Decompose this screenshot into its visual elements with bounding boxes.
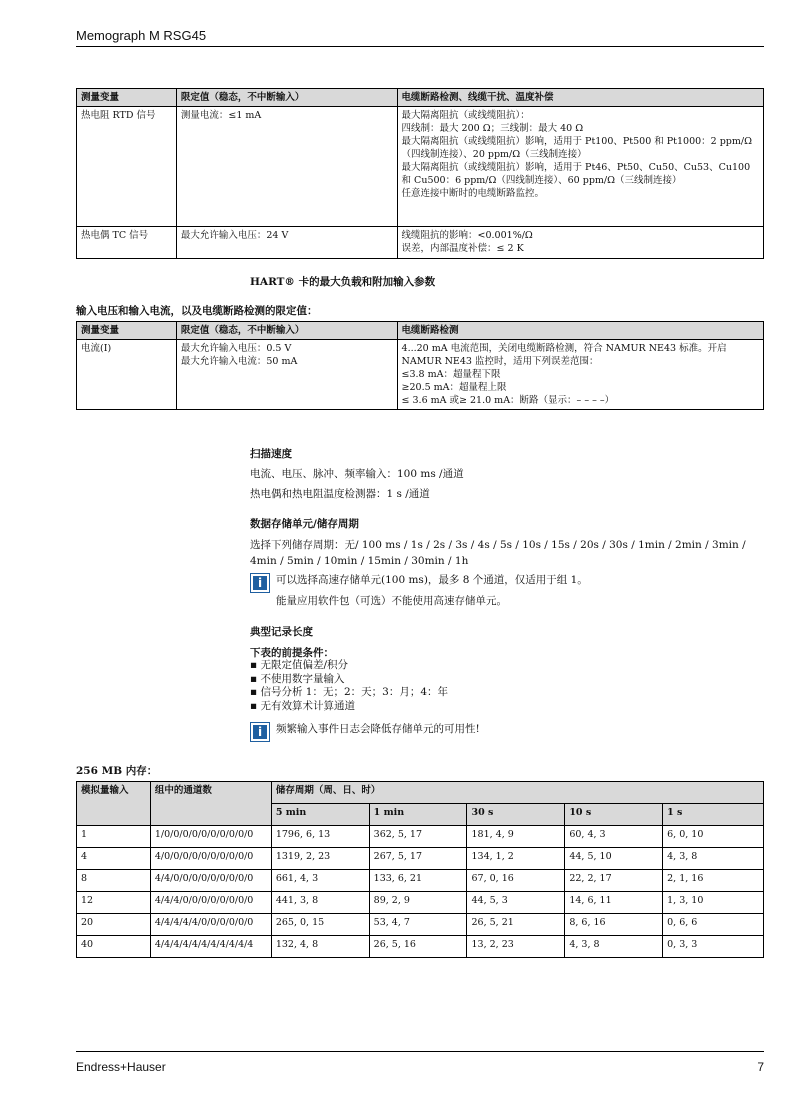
table-cell: 265, 0, 15	[271, 914, 369, 936]
table-cell: 40	[77, 936, 151, 958]
table-row	[77, 227, 764, 259]
table-cell: 0, 3, 3	[663, 936, 764, 958]
list-item: ▪ 无限定值偏差/积分	[250, 659, 448, 673]
table-cell: 8	[77, 870, 151, 892]
table2-header-measured: 测量变量	[77, 322, 177, 340]
table-cell: 661, 4, 3	[271, 870, 369, 892]
table3-sub-30s: 30 s	[467, 804, 565, 826]
table3-header-period: 储存周期（周、日、时）	[271, 782, 763, 804]
table-cell: 电流(I)	[77, 340, 177, 410]
list-item: ▪ 不使用数字量输入	[250, 673, 448, 687]
table-cell: 44, 5, 3	[467, 892, 565, 914]
hart-heading: HART® 卡的最大负载和附加输入参数	[250, 276, 436, 288]
table-cell: 1, 3, 10	[663, 892, 764, 914]
table3-header-channels: 组中的通道数	[150, 782, 271, 826]
table-cell: 4/4/4/0/0/0/0/0/0/0/0	[150, 892, 271, 914]
table2-header-detection: 电缆断路检测	[397, 322, 763, 340]
table1-header-limit: 限定值（稳态，不中断输入）	[176, 89, 397, 107]
record-subheading: 下表的前提条件：	[250, 647, 334, 659]
storage-heading: 数据存储单元/储存周期	[250, 518, 359, 530]
table-row	[77, 914, 764, 936]
table-cell: 53, 4, 7	[369, 914, 467, 936]
table-cell: 441, 3, 8	[271, 892, 369, 914]
table-cell: 4, 3, 8	[565, 936, 663, 958]
table-row	[77, 848, 764, 870]
info-icon: i	[250, 573, 270, 593]
table-cell: 132, 4, 8	[271, 936, 369, 958]
record-note: 频繁输入事件日志会降低存储单元的可用性!	[276, 723, 480, 735]
storage-note1: 可以选择高速存储单元(100 ms)，最多 8 个通道，仅适用于组 1。	[276, 574, 588, 586]
conditions-list	[250, 659, 448, 713]
list-item: ▪ 信号分析 1：无；2：天；3：月；4：年	[250, 686, 448, 700]
table-row	[77, 892, 764, 914]
table-cell: 线缆阻抗的影响：<0.001%/Ω 误差，内部温度补偿：≤ 2 K	[397, 227, 763, 259]
table-cell: 1	[77, 826, 151, 848]
table-cell: 4/4/4/4/4/4/4/4/4/4/4	[150, 936, 271, 958]
header-rule	[76, 46, 764, 47]
record-length-table	[76, 781, 764, 958]
table-cell: 22, 2, 17	[565, 870, 663, 892]
table-cell: 6, 0, 10	[663, 826, 764, 848]
table-cell: 134, 1, 2	[467, 848, 565, 870]
storage-text: 选择下列储存周期：无/ 100 ms / 1s / 2s / 3s / 4s / 5s / 10s / 15s / 20s / 30s / 1min / 2min / 3min / 4min / 5min / 10min / 15min / 30min / 1h	[250, 539, 746, 567]
table-cell: 44, 5, 10	[565, 848, 663, 870]
table-cell: 最大允许输入电压：24 V	[176, 227, 397, 259]
footer-brand: Endress+Hauser	[76, 1060, 166, 1074]
info-icon: i	[250, 722, 270, 742]
table-cell: 2, 1, 16	[663, 870, 764, 892]
table-cell: 热电阻 RTD 信号	[77, 107, 177, 227]
table-cell: 4, 3, 8	[663, 848, 764, 870]
table3-sub-10s: 10 s	[565, 804, 663, 826]
table-cell: 20	[77, 914, 151, 936]
table-cell: 14, 6, 11	[565, 892, 663, 914]
table-cell: 最大隔离阻抗（或线缆阻抗）： 四线制：最大 200 Ω；三线制：最大 40 Ω 最大隔离阻抗（或线缆阻抗）影响，适用于 Pt100、Pt500 和 Pt1000：2 ppm/Ω（四线制连接）、20 ppm/Ω（三线制连接） 最大隔离阻抗（或线缆阻抗）影响，适用于 Pt46、Pt50、Cu50、Cu53、Cu100 和 Cu500：6 ppm/Ω（四线制连接）、60 ppm/Ω（三线制连接） 任意连接中断时的电缆断路监控。	[397, 107, 763, 227]
table-cell: 362, 5, 17	[369, 826, 467, 848]
table-cell: 12	[77, 892, 151, 914]
table2-header-limit: 限定值（稳态，不中断输入）	[176, 322, 397, 340]
table-cell: 89, 2, 9	[369, 892, 467, 914]
table-cell: 4	[77, 848, 151, 870]
current-limits-table	[76, 321, 764, 410]
table-cell: 0, 6, 6	[663, 914, 764, 936]
table-cell: 133, 6, 21	[369, 870, 467, 892]
scan-line2: 热电偶和热电阻温度检测器：1 s /通道	[250, 488, 430, 500]
table-cell: 1796, 6, 13	[271, 826, 369, 848]
page-number: 7	[757, 1060, 764, 1074]
scan-line1: 电流、电压、脉冲、频率输入：100 ms /通道	[250, 468, 464, 480]
rtd-tc-limits-table	[76, 88, 764, 259]
table-cell: 最大允许输入电压：0.5 V 最大允许输入电流：50 mA	[176, 340, 397, 410]
table-cell: 4/4/4/4/4/0/0/0/0/0/0	[150, 914, 271, 936]
table1-header-measured: 测量变量	[77, 89, 177, 107]
document-title: Memograph M RSG45	[76, 28, 207, 43]
table-cell: 26, 5, 21	[467, 914, 565, 936]
table-cell: 4/4/0/0/0/0/0/0/0/0/0	[150, 870, 271, 892]
table-row	[77, 870, 764, 892]
scan-heading: 扫描速度	[250, 448, 292, 460]
table3-sub-5min: 5 min	[271, 804, 369, 826]
table2-caption: 输入电压和输入电流，以及电缆断路检测的限定值：	[76, 305, 318, 317]
table-cell: 67, 0, 16	[467, 870, 565, 892]
record-heading: 典型记录长度	[250, 626, 313, 638]
table3-sub-1s: 1 s	[663, 804, 764, 826]
table-row	[77, 826, 764, 848]
table-cell: 热电偶 TC 信号	[77, 227, 177, 259]
table3-sub-1min: 1 min	[369, 804, 467, 826]
table-row	[77, 107, 764, 227]
table-cell: 测量电流：≤1 mA	[176, 107, 397, 227]
table-cell: 60, 4, 3	[565, 826, 663, 848]
table-cell: 4...20 mA 电流范围，关闭电缆断路检测，符合 NAMUR NE43 标准。开启 NAMUR NE43 监控时，适用下列误差范围： ≤3.8 mA：超量程下限 ≥20.5 mA：超量程上限 ≤ 3.6 mA 或≥ 21.0 mA：断路（显示：– – – –）	[397, 340, 763, 410]
table-row	[77, 340, 764, 410]
table3-header-analog: 模拟量输入	[77, 782, 151, 826]
table-cell: 267, 5, 17	[369, 848, 467, 870]
table1-header-detection: 电缆断路检测、线缆干扰、温度补偿	[397, 89, 763, 107]
list-item: ▪ 无有效算术计算通道	[250, 700, 448, 714]
table-cell: 1319, 2, 23	[271, 848, 369, 870]
footer-rule	[76, 1051, 764, 1052]
memory-caption: 256 MB 内存：	[76, 765, 158, 777]
storage-note2: 能量应用软件包（可选）不能使用高速存储单元。	[276, 595, 507, 607]
table-cell: 8, 6, 16	[565, 914, 663, 936]
table-cell: 1/0/0/0/0/0/0/0/0/0/0	[150, 826, 271, 848]
table-cell: 181, 4, 9	[467, 826, 565, 848]
table-row	[77, 936, 764, 958]
table-cell: 26, 5, 16	[369, 936, 467, 958]
table-cell: 4/0/0/0/0/0/0/0/0/0/0	[150, 848, 271, 870]
table-cell: 13, 2, 23	[467, 936, 565, 958]
